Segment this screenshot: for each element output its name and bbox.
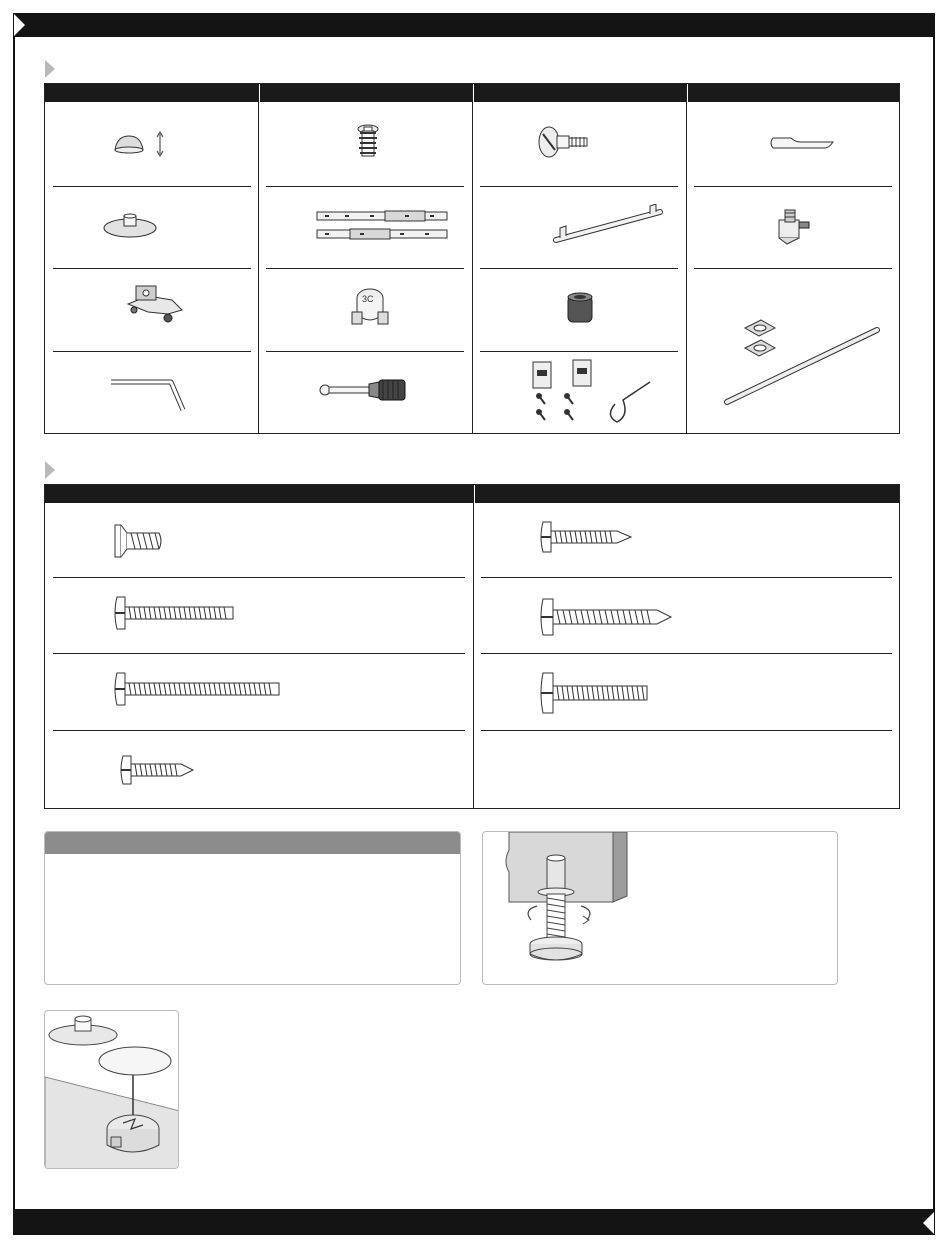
svg-text:3C: 3C: [362, 294, 374, 304]
hardware-header-col-4: [688, 84, 899, 102]
row-divider: [694, 186, 892, 187]
hardware-divider: [472, 84, 473, 433]
hardware-divider: [258, 84, 259, 433]
cabinet-hinge-icon: [120, 282, 190, 332]
row-divider: [266, 351, 464, 352]
handle-pull-icon: [550, 204, 670, 246]
allen-wrench-icon: [107, 370, 197, 418]
bottom-bar-arrow-icon: [923, 1212, 934, 1234]
leveler-install-icon: [483, 832, 838, 985]
section-screws-marker-icon: [45, 461, 55, 479]
hardware-header-col-1: [45, 84, 258, 102]
note-box: [44, 831, 461, 985]
row-divider: [481, 653, 892, 654]
threaded-insert-icon: [353, 124, 383, 160]
leveler-illustration: [482, 831, 838, 985]
screws-table: [44, 484, 900, 809]
cam-illustration: [44, 1010, 179, 1169]
row-divider: [481, 577, 892, 578]
row-divider: [266, 186, 464, 187]
long-wood-screw-icon: [539, 595, 674, 639]
cam-install-icon: [45, 1011, 179, 1169]
drawer-slide-pair-icon: [315, 206, 450, 246]
section-hardware-marker-icon: [45, 60, 55, 78]
bumper-icon: [105, 124, 175, 158]
shelf-pin-screw-icon: [535, 124, 595, 160]
screws-header-col-2: [475, 485, 899, 503]
top-bar-arrow-icon: [14, 14, 25, 36]
rubber-foot-icon: [565, 290, 595, 326]
row-divider: [480, 268, 678, 269]
row-divider: [694, 268, 892, 269]
machine-screw-long-icon: [113, 669, 283, 709]
medium-wood-screw-icon: [539, 519, 634, 555]
top-bar: [13, 13, 935, 37]
cam-lock-icon: [350, 286, 390, 332]
clip-connector-icon: [773, 206, 813, 248]
row-divider: [53, 730, 465, 731]
short-flat-head-screw-icon: [111, 521, 171, 561]
row-divider: [53, 351, 251, 352]
row-divider: [481, 730, 892, 731]
note-header: [45, 832, 460, 854]
bottom-bar: [13, 1209, 935, 1235]
rod-and-brackets-icon: [717, 310, 887, 410]
machine-screw-medium-icon: [113, 593, 238, 633]
screws-divider: [473, 485, 474, 808]
row-divider: [480, 351, 678, 352]
hardware-divider: [686, 84, 687, 433]
row-divider: [266, 268, 464, 269]
machine-screw-short-icon: [539, 669, 651, 717]
row-divider: [53, 653, 465, 654]
shelf-support-clip-icon: [767, 132, 837, 156]
row-divider: [53, 186, 251, 187]
row-divider: [480, 186, 678, 187]
hardware-header-col-3: [474, 84, 686, 102]
hardware-header-col-2: [260, 84, 472, 102]
cam-bolt-icon: [317, 374, 412, 406]
row-divider: [53, 577, 465, 578]
short-wood-screw-icon: [119, 753, 199, 787]
hardware-table: [44, 83, 900, 434]
row-divider: [53, 268, 251, 269]
screws-header-col-1: [45, 485, 473, 503]
note-body: [45, 854, 460, 870]
leveler-glide-icon: [100, 206, 160, 246]
wire-clips-kit-icon: [525, 356, 655, 428]
